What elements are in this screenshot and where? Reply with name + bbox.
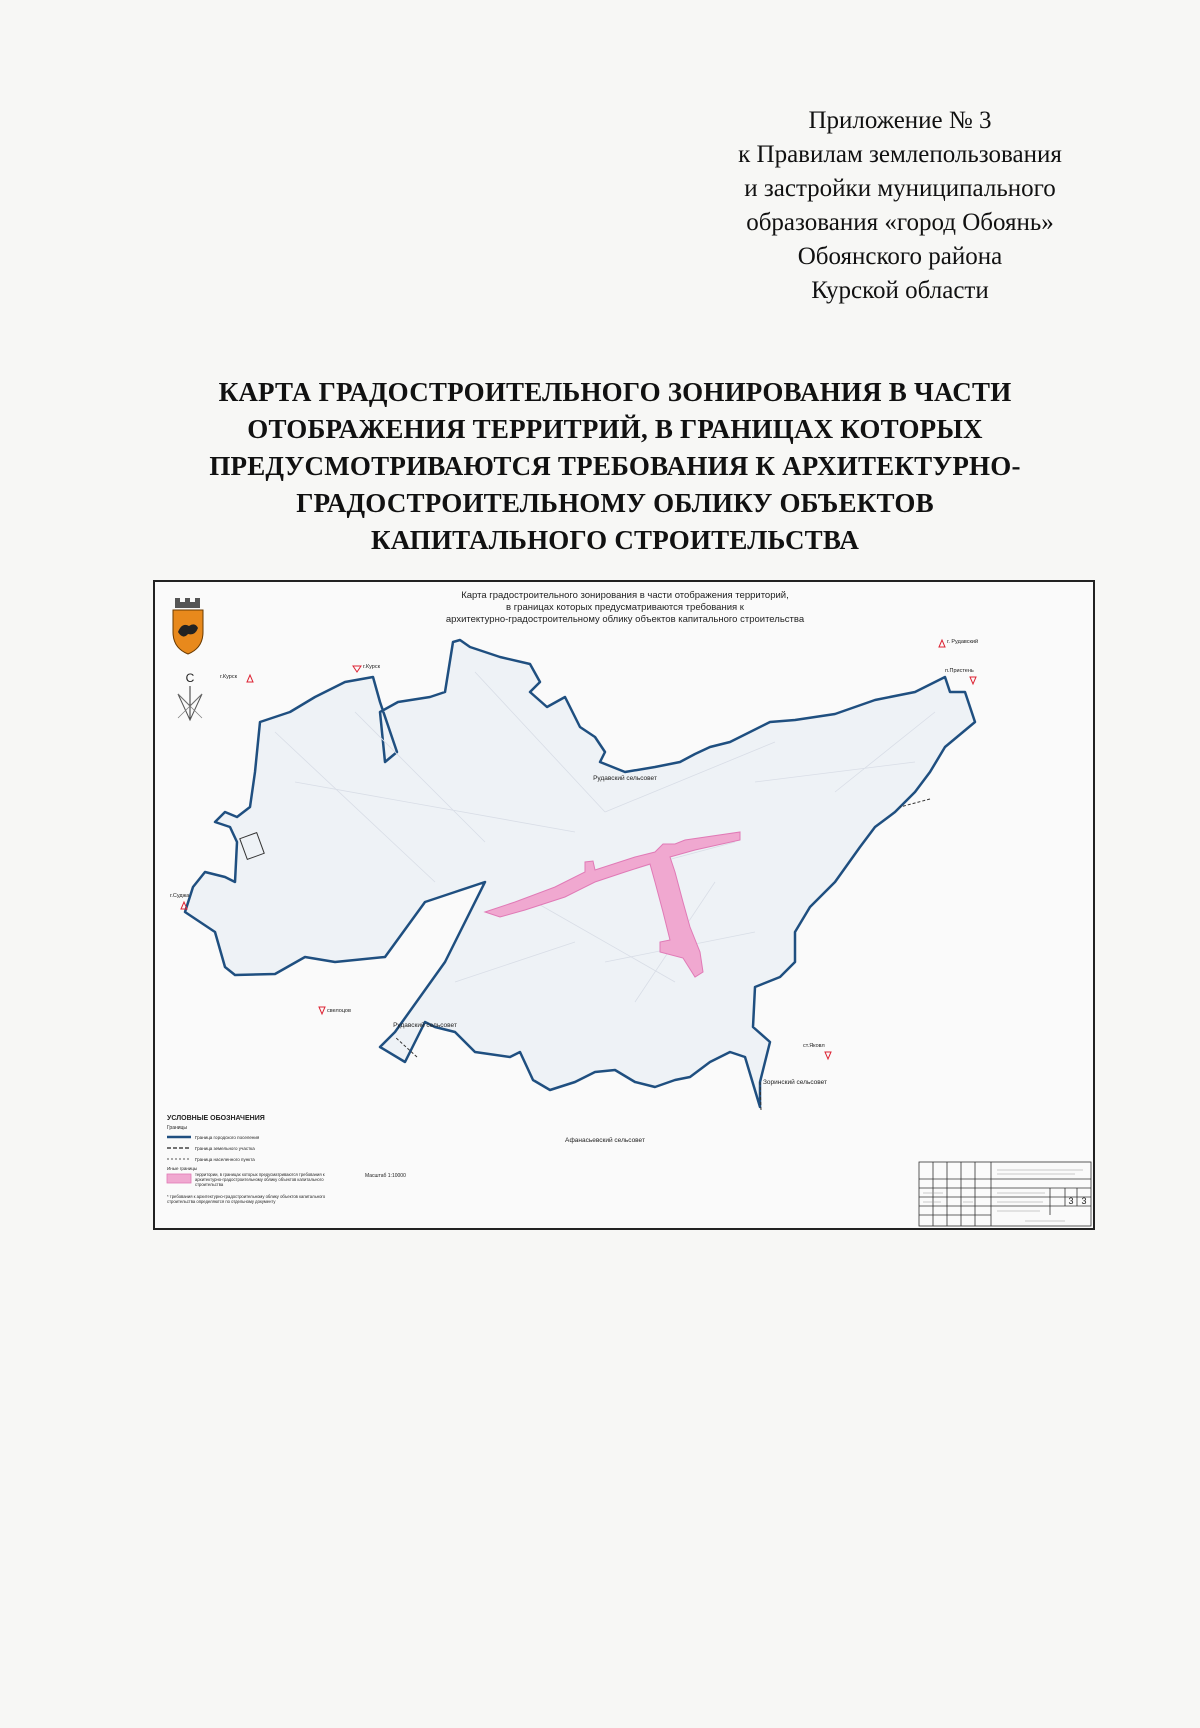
zoning-map bbox=[153, 580, 1095, 1230]
legend-item: Граница населенного пункта bbox=[195, 1157, 255, 1162]
title-line: КАРТА ГРАДОСТРОИТЕЛЬНОГО ЗОНИРОВАНИЯ В ЧАСТИ bbox=[218, 377, 1012, 407]
legend-subheading: Границы bbox=[167, 1125, 187, 1131]
title-block-stamp bbox=[919, 1162, 1091, 1226]
district-label: Афанасьевский сельсовет bbox=[565, 1137, 645, 1144]
stamp-sheet: 3 bbox=[1068, 1196, 1074, 1206]
legend-footnote: * требования к архитектурно-градостроительному облику объектов капитального строительства определяются по отдельному документу bbox=[167, 1194, 326, 1204]
emblem-crown bbox=[175, 598, 200, 608]
appendix-line: образования «город Обоянь» bbox=[746, 209, 1054, 236]
legend-zone-label: территории, в границах которых предусматриваются требования к архитектурно-градостроительному облику объектов капитального строительства bbox=[195, 1172, 325, 1187]
zoning-map-drawing bbox=[155, 582, 1093, 1228]
scale-note: Масштаб 1:10000 bbox=[365, 1173, 406, 1179]
place-label: г.Суджа bbox=[170, 893, 190, 899]
place-label: г.Курск bbox=[363, 664, 380, 670]
title-line: КАПИТАЛЬНОГО СТРОИТЕЛЬСТВА bbox=[370, 525, 860, 555]
legend-item: Граница земельного участка bbox=[195, 1146, 255, 1151]
legend-item: Граница городского поселения bbox=[195, 1135, 260, 1140]
legend-zone-label-box bbox=[195, 1172, 335, 1194]
appendix-line: к Правилам землепользования bbox=[738, 141, 1062, 168]
legend-footnote-box bbox=[167, 1194, 342, 1210]
place-label: ст.Яковл bbox=[803, 1043, 825, 1049]
legend-zone-swatch bbox=[167, 1174, 191, 1183]
north-arrow-icon bbox=[178, 671, 202, 720]
appendix-line: Курской области bbox=[811, 277, 989, 304]
place-label: свелоцов bbox=[327, 1008, 351, 1014]
legend-heading: УСЛОВНЫЕ ОБОЗНАЧЕНИЯ bbox=[167, 1115, 265, 1122]
place-label: г. Рудавский bbox=[947, 639, 979, 645]
coat-of-arms-emblem bbox=[173, 598, 203, 654]
stamp-sheets: 3 bbox=[1081, 1196, 1087, 1206]
district-label: Рудавский сельсовет bbox=[393, 1022, 457, 1029]
map-title-line: архитектурно-градостроительному облику объектов капитального строительства bbox=[445, 614, 805, 625]
map-title-line: в границах которых предусматриваются требования к bbox=[506, 602, 744, 613]
title-line: ГРАДОСТРОИТЕЛЬНОМУ ОБЛИКУ ОБЪЕКТОВ bbox=[296, 488, 934, 518]
map-title-line: Карта градостроительного зонирования в части отображения территорий, bbox=[461, 590, 789, 601]
legend-other-heading: Иные границы bbox=[167, 1166, 198, 1171]
title-line: ПРЕДУСМОТРИВАЮТСЯ ТРЕБОВАНИЯ К АРХИТЕКТУРНО- bbox=[209, 451, 1021, 481]
north-label: С bbox=[185, 671, 195, 685]
appendix-line: и застройки муниципального bbox=[744, 175, 1056, 202]
appendix-line: Обоянского района bbox=[797, 243, 1003, 270]
district-label: Зоринский сельсовет bbox=[762, 1079, 828, 1086]
document-title bbox=[150, 374, 1080, 559]
appendix-line: Приложение № 3 bbox=[808, 107, 992, 134]
city-boundary bbox=[185, 640, 975, 1107]
district-label: Рудавский сельсовет bbox=[593, 775, 657, 782]
place-label: г.Курск bbox=[220, 674, 237, 680]
title-line: ОТОБРАЖЕНИЯ ТЕРРИТРИЙ, В ГРАНИЦАХ КОТОРЫХ bbox=[247, 414, 983, 444]
appendix-header bbox=[690, 104, 1110, 308]
map-legend bbox=[167, 1115, 342, 1210]
place-label: п.Пристень bbox=[945, 668, 974, 674]
